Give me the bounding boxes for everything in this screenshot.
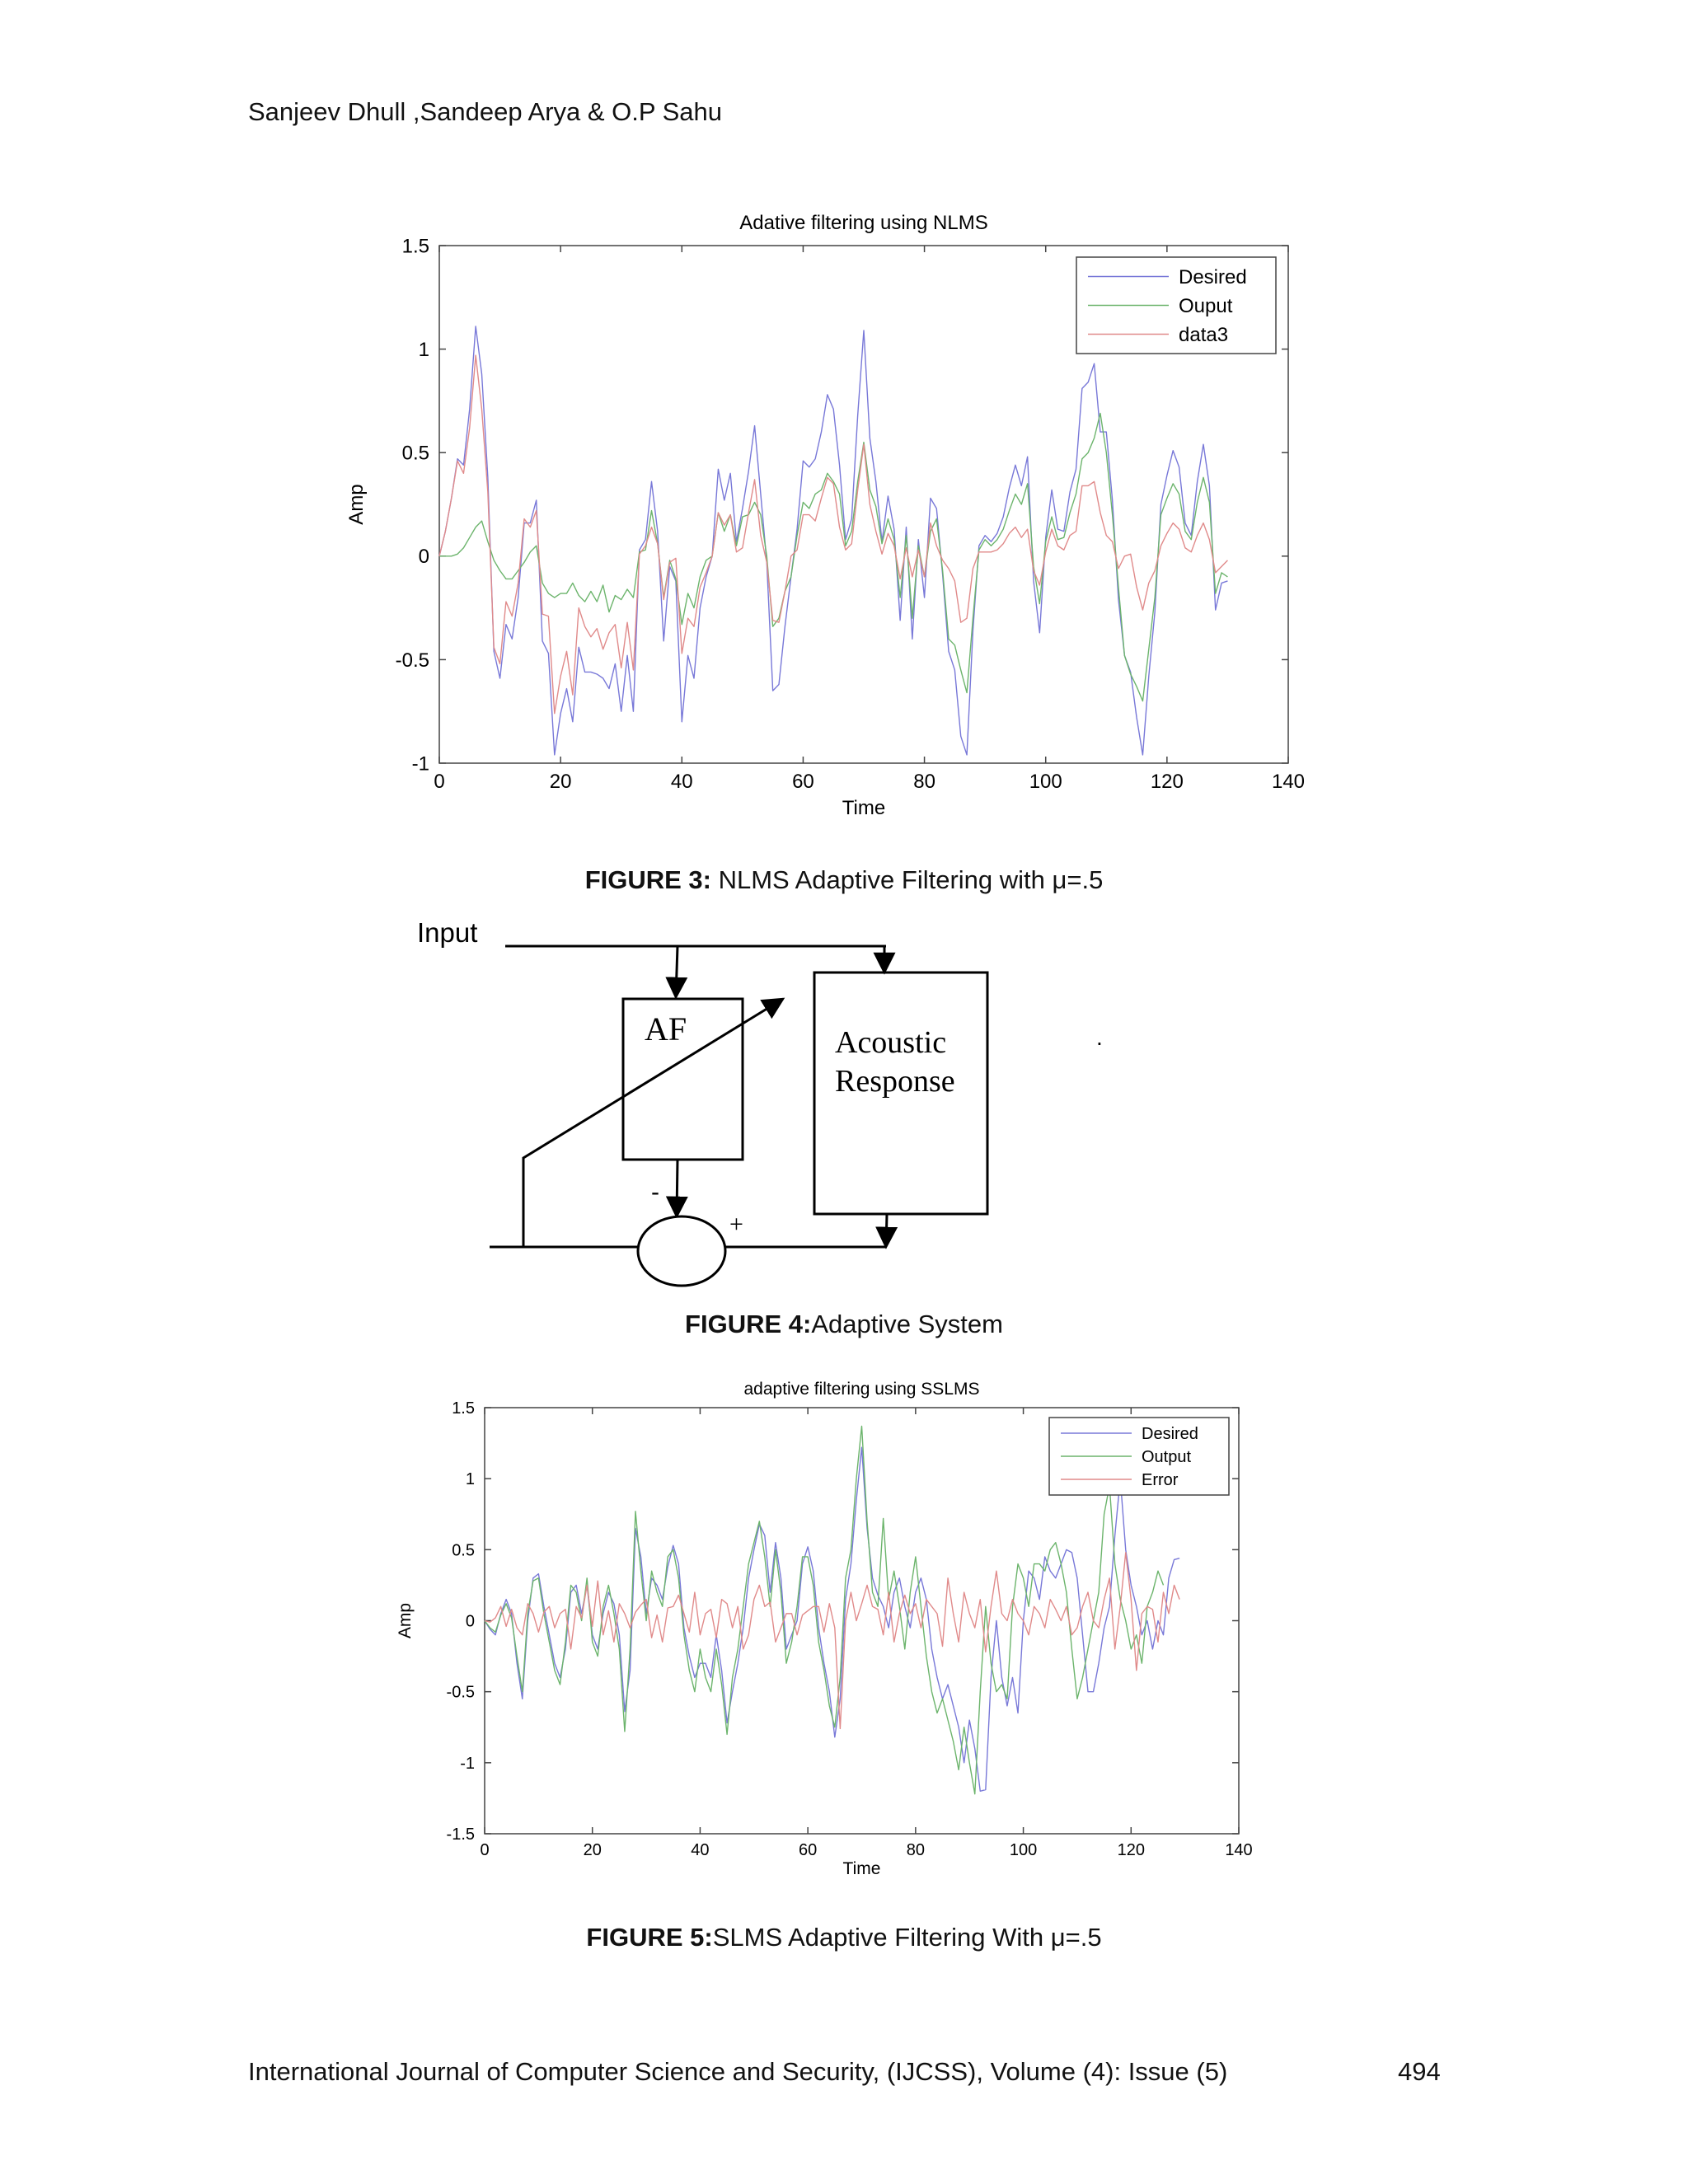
footer-page-number: 494 [1398, 2057, 1441, 2086]
chart1-legend-label: Desired [1142, 1425, 1198, 1443]
figure4-caption-label: FIGURE 4: [685, 1310, 812, 1338]
chart1-y-tick-label: -0.5 [446, 1683, 475, 1702]
chart1-y-tick-label: -1 [460, 1754, 475, 1773]
chart0-x-tick-label: 80 [913, 771, 935, 793]
af-to-summer-arrow [677, 1160, 678, 1216]
adaptive-system-diagram [0, 915, 1688, 1302]
acoustic-label-line2: Response [835, 1064, 955, 1099]
chart0-y-tick-label: -1 [411, 752, 429, 776]
chart1-legend-label: Error [1142, 1471, 1179, 1489]
figure4-caption [0, 1310, 1688, 1339]
chart0-series-ouput [439, 413, 1227, 701]
chart0-y-tick-label: -0.5 [395, 649, 429, 672]
acoustic-label-line1: Acoustic [835, 1025, 947, 1060]
chart0-y-tick-label: 1 [418, 339, 429, 361]
chart0-x-tick-label: 120 [1150, 771, 1184, 793]
chart1-series-error [485, 1553, 1179, 1729]
figure5-caption-text: SLMS Adaptive Filtering With μ=.5 [712, 1923, 1102, 1952]
chart0-y-tick-label: 1.5 [401, 235, 429, 258]
chart0-y-tick-label: 0.5 [401, 442, 429, 465]
error-feedback-arrow [490, 999, 783, 1247]
chart0-x-tick-label: 100 [1029, 771, 1062, 793]
chart1-x-axis-label: Time [842, 1859, 881, 1878]
chart1-x-tick-label: 40 [691, 1841, 710, 1859]
chart1-x-tick-label: 100 [1009, 1841, 1038, 1859]
chart0-x-axis-label: Time [842, 797, 886, 819]
input-label: Input [417, 917, 478, 948]
chart1-series-desired [485, 1447, 1179, 1791]
chart1-x-tick-label: 20 [583, 1841, 602, 1859]
chart0-series-desired [439, 323, 1229, 755]
acoustic-output-arrow [886, 1214, 887, 1247]
chart1-y-axis-label: Amp [396, 1602, 415, 1639]
chart0-x-tick-label: 60 [792, 771, 814, 793]
minus-sign: - [651, 1179, 659, 1206]
chart1-x-tick-label: 80 [906, 1841, 925, 1859]
chart1-x-tick-label: 140 [1225, 1841, 1253, 1859]
footer-journal: International Journal of Computer Science and Security, (IJCSS), Volume (4): Issue (5) [248, 2057, 1228, 2086]
chart0-legend-label: data3 [1179, 323, 1229, 346]
figure4-caption-text: Adaptive System [811, 1310, 1003, 1338]
chart0-x-tick-label: 0 [434, 771, 445, 793]
chart1-y-tick-label: 0.5 [452, 1541, 475, 1560]
nlms-chart [330, 198, 1335, 832]
chart1-y-tick-label: 1.5 [452, 1399, 475, 1418]
chart0-legend-label: Ouput [1179, 294, 1233, 317]
chart0-y-axis-label: Amp [345, 484, 368, 525]
chart0-x-tick-label: 40 [670, 771, 693, 793]
plus-sign: + [729, 1211, 743, 1238]
chart1-title: adaptive filtering using SSLMS [743, 1380, 980, 1399]
chart1-x-tick-label: 120 [1117, 1841, 1145, 1859]
figure5-caption [0, 1923, 1688, 1952]
figure3-caption [0, 865, 1688, 895]
sslms-chart [387, 1368, 1269, 1896]
running-header-authors: Sanjeev Dhull ,Sandeep Arya & O.P Sahu [248, 97, 723, 126]
chart1-y-tick-label: 1 [465, 1470, 475, 1489]
chart1-x-tick-label: 60 [799, 1841, 818, 1859]
chart0-legend-label: Desired [1179, 265, 1247, 288]
chart1-legend-label: Output [1142, 1448, 1192, 1466]
chart0-x-tick-label: 140 [1271, 771, 1306, 793]
chart1-x-tick-label: 0 [480, 1841, 490, 1859]
summing-junction [638, 1216, 725, 1286]
chart0-y-tick-label: 0 [418, 546, 429, 569]
af-label: AF [645, 1010, 687, 1047]
input-to-af-arrow [676, 946, 678, 997]
figure5-caption-label: FIGURE 5: [586, 1923, 713, 1952]
chart0-x-tick-label: 20 [549, 771, 572, 793]
figure3-caption-text: NLMS Adaptive Filtering with μ=.5 [710, 865, 1104, 894]
figure3-caption-label: FIGURE 3: [584, 865, 711, 894]
stray-dot: . [1096, 1024, 1103, 1050]
chart1-y-tick-label: -1.5 [446, 1825, 475, 1844]
chart1-y-tick-label: 0 [465, 1612, 475, 1631]
chart0-title: Adative filtering using NLMS [739, 212, 988, 234]
